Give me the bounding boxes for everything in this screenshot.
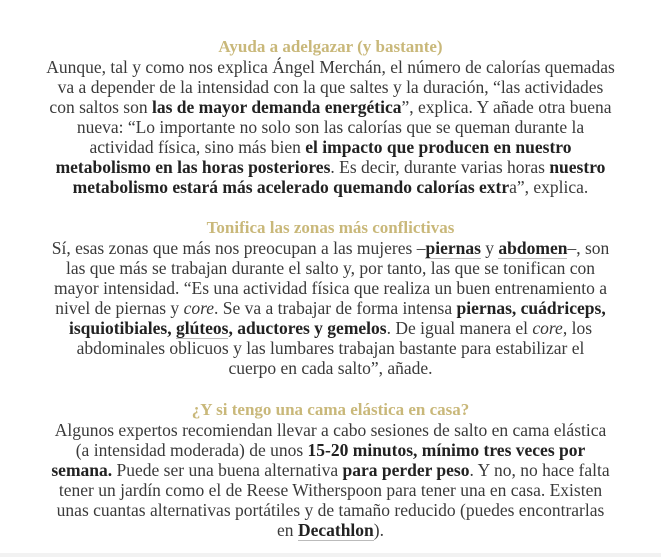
paragraph-line [0, 298, 661, 318]
bold-text: nuestro [549, 157, 606, 177]
section-body [0, 57, 661, 197]
bold-text: el impacto que producen en nuestro [305, 137, 572, 157]
paragraph-line [0, 278, 661, 298]
text-segment: va a depender de la intensidad con la que saltes y la duración, “las actividades [57, 77, 604, 97]
paragraph-line [0, 318, 661, 338]
text-segment: y [480, 238, 499, 258]
text-segment: . Es decir, durante varias horas [330, 157, 550, 177]
paragraph-line [0, 338, 661, 358]
text-segment: a”, explica. [509, 177, 589, 197]
inline-link[interactable]: abdomen [498, 238, 568, 258]
section-body [0, 238, 661, 378]
bold-text: las de mayor demanda energética [152, 97, 402, 117]
text-segment: abdominales oblicuos y las lumbares trabajan bastante para estabilizar el [76, 338, 585, 358]
text-segment: Sí, esas zonas que más nos preocupan a las mujeres – [51, 238, 426, 258]
text-segment: . De igual manera el [386, 318, 533, 338]
bottom-divider [0, 553, 661, 557]
bold-text: isquiotibiales, [68, 318, 176, 338]
bold-text: semana. [51, 460, 113, 480]
text-segment: (a intensidad moderada) de unos [75, 440, 308, 460]
section-tonifica [0, 218, 661, 378]
section-heading: Tonifica las zonas más conflictivas [206, 218, 455, 237]
inline-link[interactable]: Decathlon [297, 520, 374, 540]
paragraph-line [0, 117, 661, 137]
text-segment: Aunque, tal y como nos explica Ángel Merchán, el número de calorías quemadas [46, 57, 615, 77]
text-segment: unas cuantas alternativas portátiles y de tamaño reducido (puedes encontrarlas [56, 500, 605, 520]
inline-link[interactable]: piernas [425, 238, 481, 258]
paragraph-line [0, 177, 661, 197]
bold-text: piernas, cuádriceps, [456, 298, 606, 318]
text-segment: ). [373, 520, 384, 540]
text-segment: en [277, 520, 298, 540]
paragraph-line [0, 358, 661, 378]
paragraph-line [0, 77, 661, 97]
section-cama-elastica [0, 400, 661, 540]
text-segment: –, son [567, 238, 610, 258]
paragraph-line [0, 460, 661, 480]
paragraph-line [0, 440, 661, 460]
bold-text: metabolismo estará más acelerado quemando calorías extr [72, 177, 510, 197]
section-adelgazar [0, 37, 661, 197]
text-segment: con saltos son [49, 97, 152, 117]
text-segment: , los [562, 318, 593, 338]
text-segment: . Se va a trabajar de forma intensa [214, 298, 457, 318]
paragraph-line [0, 520, 661, 540]
bold-text: metabolismo en las horas posteriores [55, 157, 331, 177]
text-segment: tener un jardín como el de Reese Witherspoon para tener una en casa. Existen [58, 480, 603, 500]
section-heading: ¿Y si tengo una cama elástica en casa? [191, 400, 470, 419]
paragraph-line [0, 258, 661, 278]
text-segment: actividad física, sino más bien [89, 137, 306, 157]
bold-text: 15-20 minutos, mínimo tres veces por [307, 440, 586, 460]
text-segment: nivel de piernas y [55, 298, 184, 318]
paragraph-line [0, 137, 661, 157]
paragraph-line [0, 420, 661, 440]
text-segment: core [532, 318, 563, 338]
text-segment: cuerpo en cada salto”, añade. [228, 358, 433, 378]
paragraph-line [0, 500, 661, 520]
section-body [0, 420, 661, 540]
text-segment: mayor intensidad. “Es una actividad física que realiza un buen entrenamiento a [54, 278, 607, 298]
text-segment: . Y no, no hace falta [469, 460, 610, 480]
paragraph-line [0, 238, 661, 258]
text-segment: Algunos expertos recomiendan llevar a cabo sesiones de salto en cama elástica [54, 420, 607, 440]
inline-link[interactable]: glúteos [175, 318, 229, 338]
text-segment: las que más se trabajan durante el salto y, por tanto, las que se tonifican con [65, 258, 596, 278]
section-heading: Ayuda a adelgazar (y bastante) [218, 37, 443, 56]
text-segment: Puede ser una buena alternativa [112, 460, 343, 480]
bold-text: para perder peso [342, 460, 470, 480]
paragraph-line [0, 480, 661, 500]
text-segment: core [183, 298, 215, 318]
text-segment: ”, explica. Y añade otra buena [401, 97, 612, 117]
paragraph-line [0, 157, 661, 177]
text-segment: nueva: “Lo importante no solo son las calorías que se queman durante la [76, 117, 585, 137]
bold-text: , aductores y gemelos [228, 318, 387, 338]
paragraph-line [0, 57, 661, 77]
paragraph-line [0, 97, 661, 117]
